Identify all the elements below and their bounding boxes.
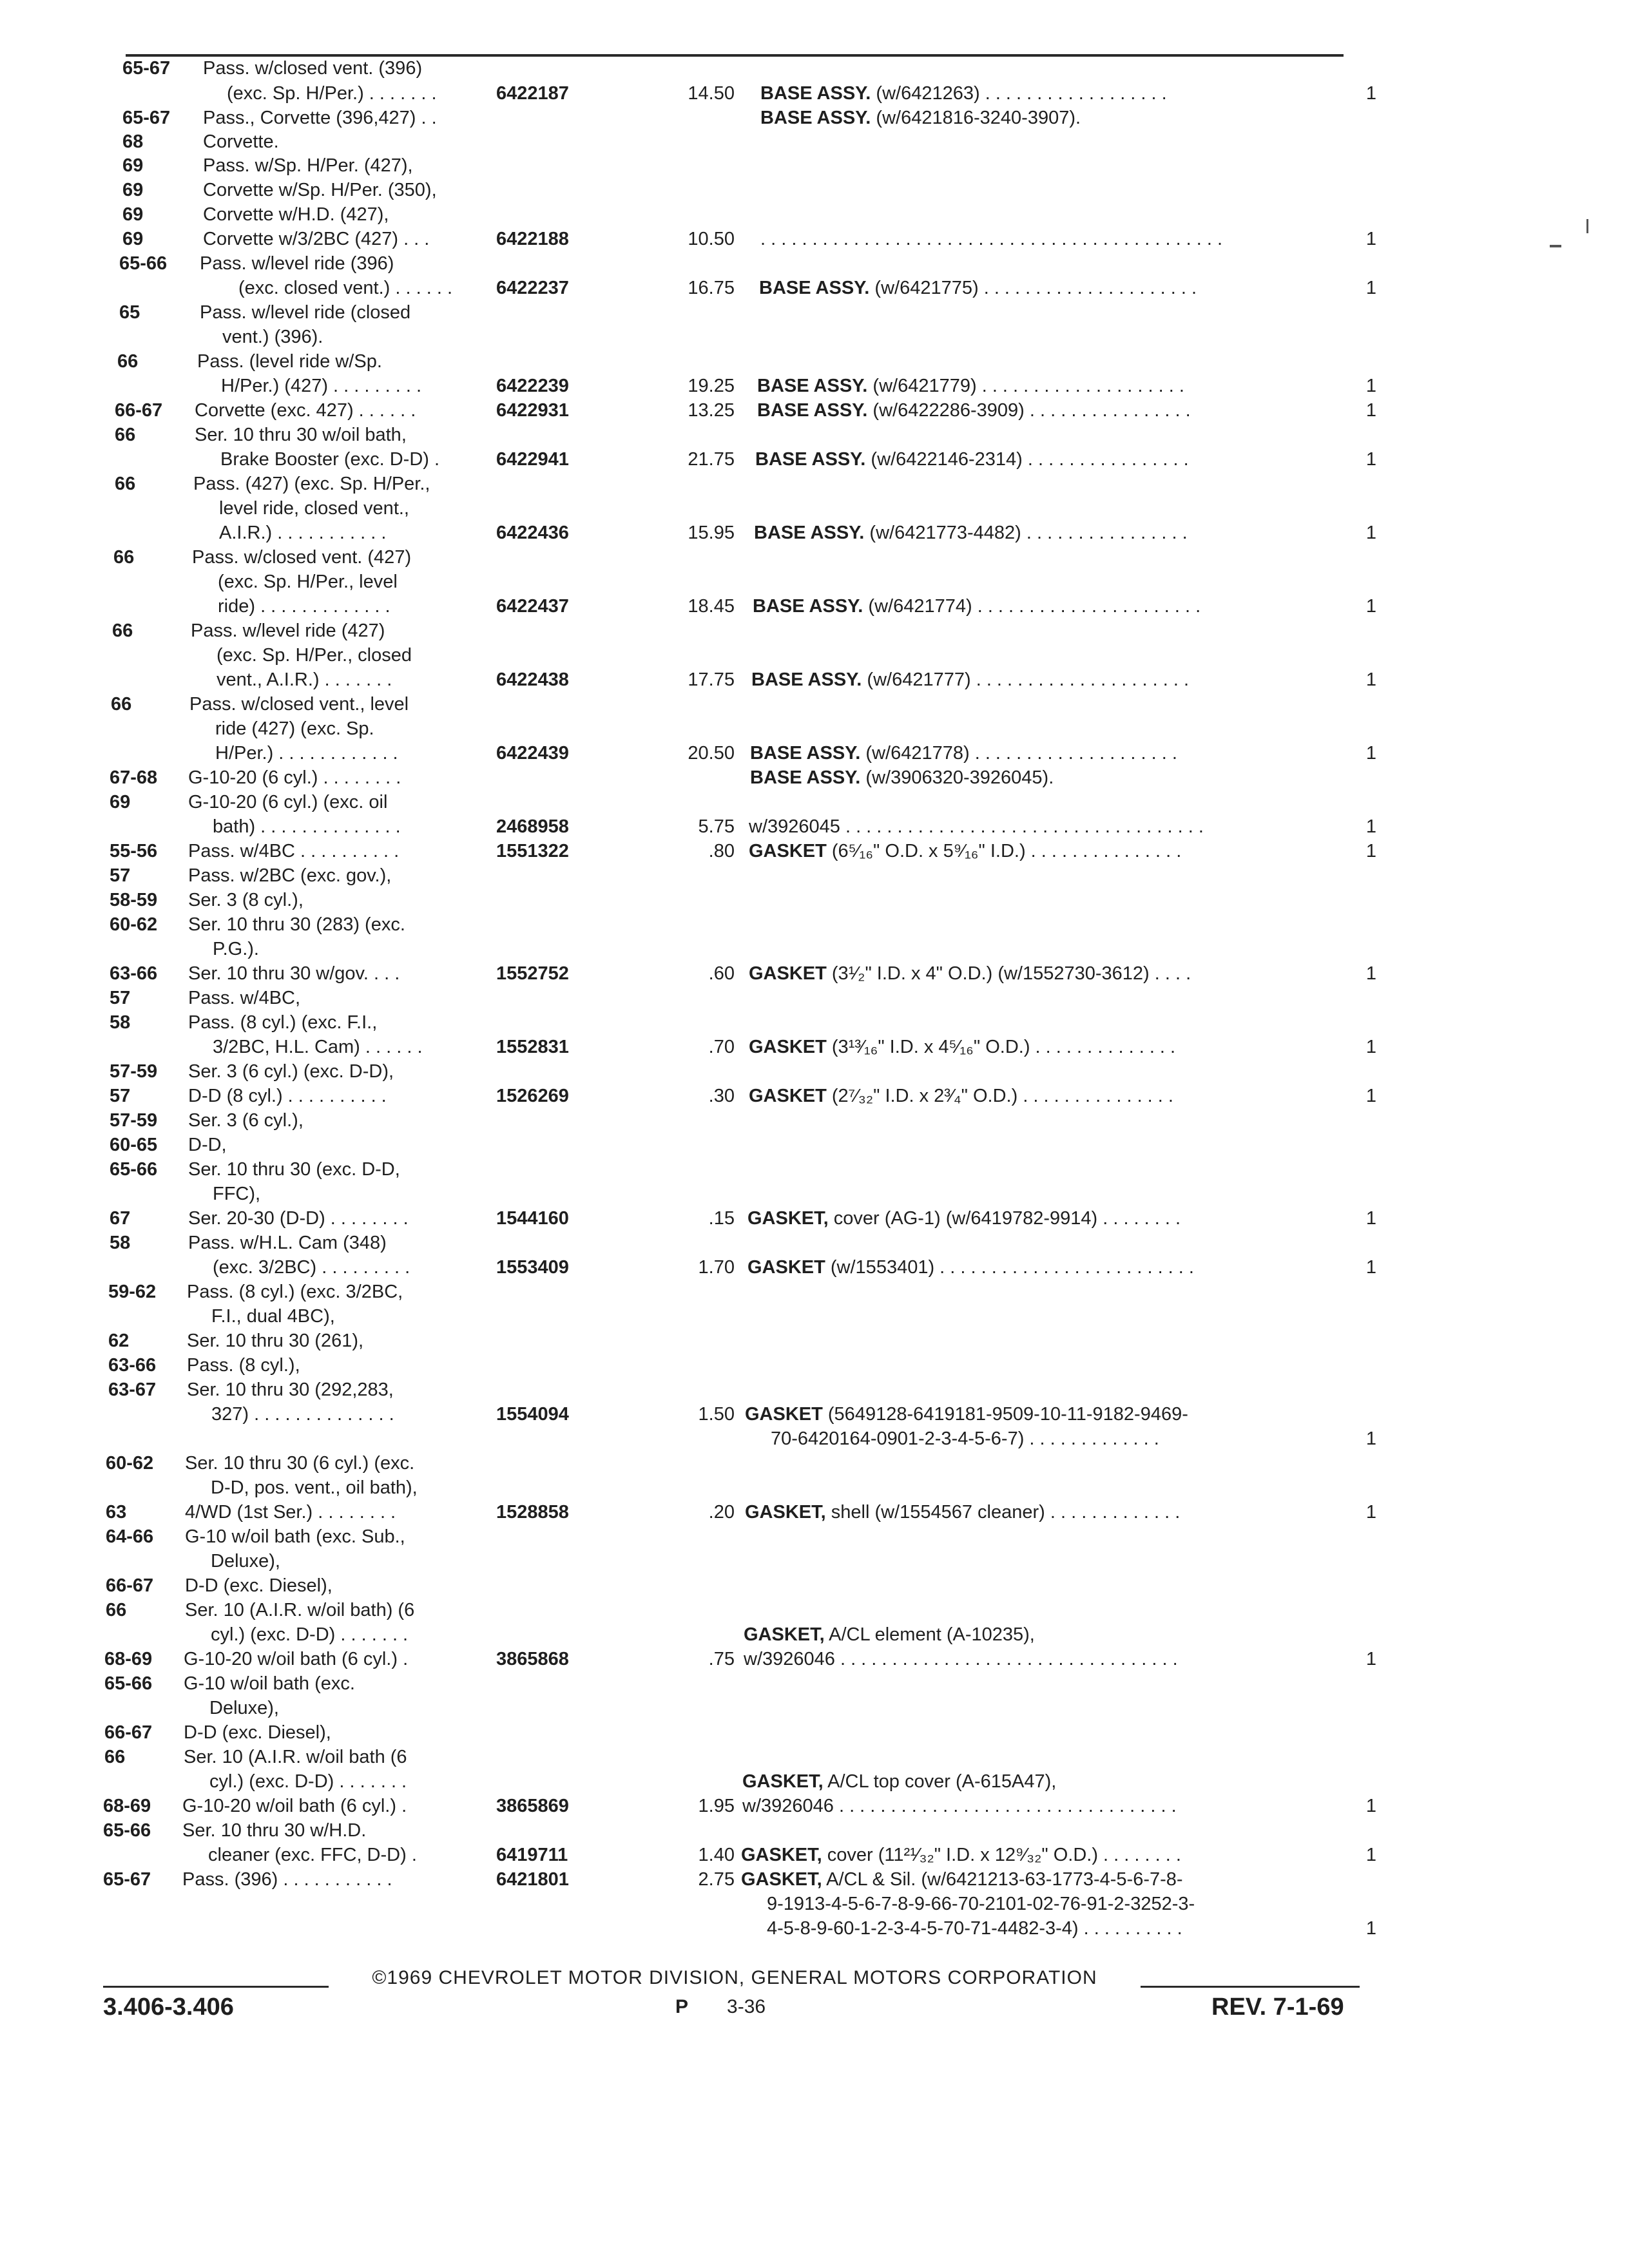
list-price: 14.50 <box>688 83 735 104</box>
part-name-entry <box>767 1916 1182 1941</box>
model-year: 57-59 <box>110 1061 158 1082</box>
part-number: 6422239 <box>496 376 569 396</box>
application-description: (exc. 3/2BC) . . . . . . . . . <box>213 1257 410 1278</box>
application-description: Ser. 10 thru 30 w/oil bath, <box>195 425 407 445</box>
application-description: cleaner (exc. FFC, D-D) . <box>208 1845 417 1865</box>
model-year: 66 <box>115 425 136 445</box>
list-price: 15.95 <box>688 523 735 543</box>
list-price: 1.50 <box>698 1404 735 1425</box>
application-description: Pass. w/2BC (exc. gov.), <box>188 865 392 886</box>
part-number: 6422439 <box>496 743 569 764</box>
part-name-entry <box>754 520 1188 546</box>
quantity: 1 <box>1365 743 1377 764</box>
application-description: Pass. w/Sp. H/Per. (427), <box>203 155 413 176</box>
quantity: 1 <box>1365 83 1377 104</box>
application-description: Ser. 10 thru 30 (6 cyl.) (exc. <box>185 1453 415 1474</box>
part-detail: w/3926046 . . . . . . . . . . . . . . . . . . . . . . . . . . . . . . . . . <box>744 1649 1178 1669</box>
model-year: 63-66 <box>110 963 158 984</box>
section-number: 3.406-3.406 <box>103 1994 234 2021</box>
application-description: Ser. 3 (6 cyl.) (exc. D-D), <box>188 1061 394 1082</box>
application-description: H/Per.) . . . . . . . . . . . . <box>215 743 398 764</box>
application-description: A.I.R.) . . . . . . . . . . . <box>219 523 387 543</box>
list-price: .30 <box>708 1086 735 1106</box>
application-description: Ser. 10 thru 30 (283) (exc. <box>188 914 405 935</box>
part-detail: (w/6421777) . . . . . . . . . . . . . . . . . . . . . <box>862 669 1190 690</box>
list-price: .80 <box>708 841 735 861</box>
model-year: 57-59 <box>110 1110 158 1131</box>
model-year: 58 <box>110 1012 131 1033</box>
application-description: G-10-20 w/oil bath (6 cyl.) . <box>184 1649 409 1669</box>
model-year: 65-66 <box>119 253 168 274</box>
part-detail: . . . . . . . . . . . . . . . . . . . . . . . . . . . . . . . . . . . . . . . . . . . . . <box>760 229 1223 249</box>
part-name-entry <box>744 1646 1178 1672</box>
part-detail: A/CL element (A-10235), <box>824 1624 1035 1645</box>
part-name-entry <box>760 81 1167 106</box>
model-year: 60-65 <box>110 1135 158 1155</box>
part-detail: (3¹³⁄₁₆" I.D. x 4⁵⁄₁₆" O.D.) . . . . . . . . . . . . . . <box>826 1037 1176 1057</box>
part-number: 6422941 <box>496 449 569 470</box>
application-description: Ser. 10 thru 30 (exc. D-D, <box>188 1159 400 1180</box>
quantity: 1 <box>1365 963 1377 984</box>
part-number: 1553409 <box>496 1257 569 1278</box>
model-year: 69 <box>122 204 144 225</box>
part-detail: (w/6422286-3909) . . . . . . . . . . . . . . . . <box>867 400 1191 421</box>
part-number: 6421801 <box>496 1869 569 1890</box>
part-name-entry <box>750 765 1054 791</box>
part-number: 2468958 <box>496 816 569 837</box>
application-description: G-10-20 w/oil bath (6 cyl.) . <box>182 1796 407 1816</box>
part-name: GASKET, <box>747 1208 829 1229</box>
application-description: bath) . . . . . . . . . . . . . . <box>213 816 401 837</box>
part-detail: cover (AG-1) (w/6419782-9914) . . . . . . . . <box>828 1208 1181 1229</box>
application-description: F.I., dual 4BC), <box>211 1306 335 1327</box>
part-name-entry <box>760 105 1081 131</box>
scan-mark <box>1550 245 1561 247</box>
part-number: 1528858 <box>496 1502 569 1523</box>
part-name-entry <box>742 1793 1177 1819</box>
application-description: cyl.) (exc. D-D) . . . . . . . <box>211 1624 409 1645</box>
model-year: 68-69 <box>104 1649 153 1669</box>
part-number: 1544160 <box>496 1208 569 1229</box>
part-detail: (w/6421263) . . . . . . . . . . . . . . . . . . <box>871 83 1167 104</box>
part-detail: (2⁷⁄₃₂" I.D. x 2³⁄₄" O.D.) . . . . . . . . . . . . . . . <box>826 1086 1173 1106</box>
part-number: 6422931 <box>496 400 569 421</box>
quantity: 1 <box>1365 1845 1377 1865</box>
part-name: BASE ASSY. <box>751 669 862 690</box>
list-price: .60 <box>708 963 735 984</box>
model-year: 66-67 <box>104 1722 153 1743</box>
application-description: (exc. Sp. H/Per., closed <box>217 645 412 666</box>
application-description: Deluxe), <box>209 1698 279 1718</box>
application-description: Ser. 10 thru 30 (261), <box>187 1331 364 1351</box>
part-name: GASKET <box>749 963 827 984</box>
part-name-entry <box>767 1891 1195 1917</box>
model-year: 69 <box>110 792 131 812</box>
part-detail: w/3926045 . . . . . . . . . . . . . . . . . . . . . . . . . . . . . . . . . . . <box>749 816 1204 837</box>
quantity: 1 <box>1365 596 1377 617</box>
part-number: 3865869 <box>496 1796 569 1816</box>
part-name: BASE ASSY. <box>759 278 870 298</box>
part-detail: 9-1913-4-5-6-7-8-9-66-70-2101-02-76-91-2-3252-3- <box>767 1894 1195 1914</box>
part-detail: (w/6421775) . . . . . . . . . . . . . . . . . . . . . <box>869 278 1197 298</box>
part-detail: (w/6421778) . . . . . . . . . . . . . . . . . . . . <box>860 743 1177 764</box>
application-description: H/Per.) (427) . . . . . . . . . <box>221 376 422 396</box>
model-year: 55-56 <box>110 841 158 861</box>
model-year: 65-66 <box>103 1820 151 1841</box>
part-detail: (w/6421779) . . . . . . . . . . . . . . . . . . . . <box>867 376 1184 396</box>
page-number: 3-36 <box>727 1996 766 2017</box>
application-description: Corvette. <box>203 131 279 152</box>
part-detail: A/CL & Sil. (w/6421213-63-1773-4-5-6-7-8- <box>822 1869 1183 1890</box>
list-price: 21.75 <box>688 449 735 470</box>
application-description: level ride, closed vent., <box>219 498 409 519</box>
model-year: 58 <box>110 1233 131 1253</box>
application-description: Pass. w/closed vent. (396) <box>203 58 423 79</box>
part-name-entry <box>741 1867 1183 1892</box>
application-description: ride) . . . . . . . . . . . . . <box>218 596 390 617</box>
list-price: 1.70 <box>698 1257 735 1278</box>
application-description: Pass. (8 cyl.), <box>187 1355 300 1376</box>
part-name: GASKET, <box>742 1771 824 1792</box>
part-name-entry <box>755 447 1189 472</box>
model-year: 57 <box>110 865 131 886</box>
application-description: Ser. 3 (6 cyl.), <box>188 1110 304 1131</box>
part-name-entry <box>757 398 1191 423</box>
model-year: 67-68 <box>110 767 158 788</box>
list-price: 20.50 <box>688 743 735 764</box>
part-detail: (5649128-6419181-9509-10-11-9182-9469- <box>822 1404 1188 1425</box>
part-name-entry <box>753 593 1200 619</box>
quantity: 1 <box>1365 449 1377 470</box>
part-name: GASKET, <box>741 1845 822 1865</box>
application-description: Pass. w/4BC . . . . . . . . . . <box>188 841 400 861</box>
model-year: 66 <box>111 694 132 715</box>
application-description: Ser. 10 (A.I.R. w/oil bath) (6 <box>185 1600 415 1620</box>
list-price: .15 <box>708 1208 735 1229</box>
part-number: 6422437 <box>496 596 569 617</box>
model-year: 67 <box>110 1208 131 1229</box>
part-number: 1551322 <box>496 841 569 861</box>
list-price: 16.75 <box>688 278 735 298</box>
application-description: Ser. 3 (8 cyl.), <box>188 890 304 910</box>
application-description: 4/WD (1st Ser.) . . . . . . . . <box>185 1502 396 1523</box>
application-description: P.G.). <box>213 939 259 959</box>
part-name-entry <box>759 275 1197 301</box>
application-description: Pass. w/level ride (closed <box>200 302 411 323</box>
application-description: Pass. (level ride w/Sp. <box>197 351 382 372</box>
part-detail: (w/6421774) . . . . . . . . . . . . . . . . . . . . . . <box>863 596 1201 617</box>
part-name: GASKET <box>749 1037 827 1057</box>
model-year: 63-67 <box>108 1379 157 1400</box>
model-year: 66 <box>115 474 136 494</box>
list-price: 10.50 <box>688 229 735 249</box>
part-name-entry <box>749 1083 1173 1109</box>
model-year: 65 <box>119 302 140 323</box>
part-detail: cover (11²¹⁄₃₂" I.D. x 12⁹⁄₃₂" O.D.) . . . . . . . . <box>822 1845 1181 1865</box>
part-number: 6422237 <box>496 278 569 298</box>
part-name-entry <box>760 226 1222 252</box>
model-year: 63-66 <box>108 1355 157 1376</box>
part-name: BASE ASSY. <box>754 523 865 543</box>
list-price: 1.95 <box>698 1796 735 1816</box>
part-name-entry <box>741 1842 1181 1868</box>
quantity: 1 <box>1365 523 1377 543</box>
model-year: 66 <box>104 1747 126 1767</box>
model-year: 69 <box>122 180 144 200</box>
part-number: 6422187 <box>496 83 569 104</box>
application-description: D-D (8 cyl.) . . . . . . . . . . <box>188 1086 387 1106</box>
part-name-entry <box>749 838 1181 864</box>
part-detail: (w/6421773-4482) . . . . . . . . . . . . . . . . <box>864 523 1188 543</box>
model-year: 58-59 <box>110 890 158 910</box>
part-number: 6422436 <box>496 523 569 543</box>
page-letter: P <box>675 1996 689 2017</box>
part-detail: (w/3906320-3926045). <box>860 767 1054 788</box>
model-year: 66-67 <box>106 1575 154 1596</box>
application-description: Pass., Corvette (396,427) . . <box>203 108 437 128</box>
application-description: D-D (exc. Diesel), <box>184 1722 331 1743</box>
part-detail: A/CL top cover (A-615A47), <box>823 1771 1057 1792</box>
quantity: 1 <box>1365 1428 1377 1449</box>
application-description: Pass. w/level ride (427) <box>191 620 385 641</box>
list-price: 1.40 <box>698 1845 735 1865</box>
part-name-entry <box>771 1426 1159 1452</box>
model-year: 65-66 <box>110 1159 158 1180</box>
application-description: cyl.) (exc. D-D) . . . . . . . <box>209 1771 407 1792</box>
part-name-entry <box>745 1401 1188 1427</box>
part-name: BASE ASSY. <box>755 449 866 470</box>
quantity: 1 <box>1365 400 1377 421</box>
part-number: 1526269 <box>496 1086 569 1106</box>
footer-rule-right <box>1141 1986 1360 1988</box>
part-detail: shell (w/1554567 cleaner) . . . . . . . . . . . . . <box>825 1502 1181 1523</box>
copyright-notice: ©1969 CHEVROLET MOTOR DIVISION, GENERAL MOTORS CORPORATION <box>372 1967 1097 1988</box>
part-name: BASE ASSY. <box>753 596 863 617</box>
part-name-entry <box>749 814 1204 840</box>
application-description: Ser. 10 thru 30 w/H.D. <box>182 1820 367 1841</box>
model-year: 69 <box>122 229 144 249</box>
application-description: Corvette (exc. 427) . . . . . . <box>195 400 416 421</box>
model-year: 57 <box>110 1086 131 1106</box>
quantity: 1 <box>1365 229 1377 249</box>
model-year: 66 <box>112 620 133 641</box>
list-price: .70 <box>708 1037 735 1057</box>
model-year: 59-62 <box>108 1282 157 1302</box>
part-number: 6419711 <box>496 1845 568 1865</box>
list-price: 19.25 <box>688 376 735 396</box>
part-name: BASE ASSY. <box>750 743 861 764</box>
model-year: 66 <box>117 351 139 372</box>
model-year: 65-66 <box>104 1673 153 1694</box>
application-description: G-10 w/oil bath (exc. <box>184 1673 355 1694</box>
part-name-entry <box>750 740 1177 766</box>
part-number: 6422188 <box>496 229 569 249</box>
model-year: 69 <box>122 155 144 176</box>
application-description: G-10 w/oil bath (exc. Sub., <box>185 1526 405 1547</box>
part-name: GASKET <box>749 1086 827 1106</box>
quantity: 1 <box>1365 1257 1377 1278</box>
application-description: vent.) (396). <box>222 327 323 347</box>
model-year: 65-67 <box>122 108 171 128</box>
application-description: Brake Booster (exc. D-D) . <box>220 449 440 470</box>
list-price: 18.45 <box>688 596 735 617</box>
model-year: 57 <box>110 988 131 1008</box>
revision-date: REV. 7-1-69 <box>1211 1994 1344 2021</box>
part-detail: w/3926046 . . . . . . . . . . . . . . . . . . . . . . . . . . . . . . . . . <box>742 1796 1177 1816</box>
model-year: 60-62 <box>106 1453 154 1474</box>
part-name: GASKET, <box>745 1502 826 1523</box>
quantity: 1 <box>1365 1208 1377 1229</box>
application-description: Ser. 10 (A.I.R. w/oil bath (6 <box>184 1747 407 1767</box>
part-name: GASKET, <box>741 1869 822 1890</box>
application-description: (exc. Sp. H/Per., level <box>218 572 398 592</box>
application-description: Ser. 10 thru 30 w/gov. . . . <box>188 963 400 984</box>
model-year: 66 <box>113 547 135 568</box>
application-description: 327) . . . . . . . . . . . . . . <box>211 1404 394 1425</box>
part-number: 1554094 <box>496 1404 569 1425</box>
part-detail: 70-6420164-0901-2-3-4-5-6-7) . . . . . . . . . . . . . <box>771 1428 1159 1449</box>
list-price: .75 <box>708 1649 735 1669</box>
part-name: GASKET <box>745 1404 823 1425</box>
part-name: GASKET <box>747 1257 825 1278</box>
list-price: .20 <box>708 1502 735 1523</box>
model-year: 66-67 <box>115 400 163 421</box>
application-description: G-10-20 (6 cyl.) . . . . . . . . <box>188 767 401 788</box>
quantity: 1 <box>1365 278 1377 298</box>
application-description: (exc. closed vent.) . . . . . . <box>238 278 452 298</box>
page-reference <box>675 1996 766 2018</box>
application-description: ride (427) (exc. Sp. <box>215 718 374 739</box>
part-name-entry <box>757 373 1184 399</box>
part-detail: (w/6422146-2314) . . . . . . . . . . . . . . . . <box>865 449 1189 470</box>
application-description: Corvette w/H.D. (427), <box>203 204 389 225</box>
application-description: Corvette w/Sp. H/Per. (350), <box>203 180 437 200</box>
part-name: GASKET, <box>744 1624 825 1645</box>
quantity: 1 <box>1365 1502 1377 1523</box>
model-year: 66 <box>106 1600 127 1620</box>
model-year: 64-66 <box>106 1526 154 1547</box>
application-description: Pass. (427) (exc. Sp. H/Per., <box>193 474 430 494</box>
part-name: BASE ASSY. <box>760 108 871 128</box>
application-description: D-D, <box>188 1135 227 1155</box>
application-description: FFC), <box>213 1184 261 1204</box>
part-name: BASE ASSY. <box>750 767 861 788</box>
part-name: GASKET <box>749 841 827 861</box>
application-description: Pass. w/H.L. Cam (348) <box>188 1233 387 1253</box>
list-price: 13.25 <box>688 400 735 421</box>
part-name-entry <box>747 1206 1181 1231</box>
application-description: Pass. (396) . . . . . . . . . . . <box>182 1869 392 1890</box>
application-description: vent., A.I.R.) . . . . . . . <box>217 669 392 690</box>
application-description: Pass. w/closed vent. (427) <box>192 547 412 568</box>
application-description: G-10-20 (6 cyl.) (exc. oil <box>188 792 388 812</box>
model-year: 60-62 <box>110 914 158 935</box>
quantity: 1 <box>1365 669 1377 690</box>
application-description: Pass. (8 cyl.) (exc. 3/2BC, <box>187 1282 403 1302</box>
application-description: Deluxe), <box>211 1551 280 1571</box>
part-name-entry <box>749 1034 1175 1060</box>
application-description: D-D, pos. vent., oil bath), <box>211 1477 418 1498</box>
part-detail: (6⁵⁄₁₆" O.D. x 5⁹⁄₁₆" I.D.) . . . . . . . . . . . . . . . <box>826 841 1182 861</box>
part-name-entry <box>744 1622 1035 1648</box>
quantity: 1 <box>1365 1037 1377 1057</box>
quantity: 1 <box>1365 1796 1377 1816</box>
model-year: 63 <box>106 1502 127 1523</box>
quantity: 1 <box>1365 816 1377 837</box>
model-year: 65-67 <box>122 58 171 79</box>
quantity: 1 <box>1365 1086 1377 1106</box>
model-year: 68-69 <box>103 1796 151 1816</box>
application-description: Ser. 10 thru 30 (292,283, <box>187 1379 394 1400</box>
part-name: BASE ASSY. <box>757 376 868 396</box>
quantity: 1 <box>1365 1649 1377 1669</box>
list-price: 5.75 <box>698 816 735 837</box>
part-name: BASE ASSY. <box>760 83 871 104</box>
application-description: Pass. w/closed vent., level <box>189 694 409 715</box>
model-year: 65-67 <box>103 1869 151 1890</box>
part-name: BASE ASSY. <box>757 400 868 421</box>
part-detail: (w/6421816-3240-3907). <box>871 108 1081 128</box>
part-detail: (w/1553401) . . . . . . . . . . . . . . . . . . . . . . . . . <box>825 1257 1194 1278</box>
model-year: 62 <box>108 1331 130 1351</box>
footer-rule-left <box>103 1986 329 1988</box>
quantity: 1 <box>1365 1918 1377 1939</box>
scan-mark <box>1586 219 1588 233</box>
list-price: 17.75 <box>688 669 735 690</box>
application-description: 3/2BC, H.L. Cam) . . . . . . <box>213 1037 423 1057</box>
application-description: Ser. 20-30 (D-D) . . . . . . . . <box>188 1208 409 1229</box>
part-detail: (3¹⁄₂" I.D. x 4" O.D.) (w/1552730-3612) . . . . <box>826 963 1191 984</box>
application-description: Pass. w/4BC, <box>188 988 301 1008</box>
part-name-entry <box>742 1769 1056 1794</box>
part-number: 1552831 <box>496 1037 569 1057</box>
part-number: 1552752 <box>496 963 569 984</box>
quantity: 1 <box>1365 841 1377 861</box>
model-year: 68 <box>122 131 144 152</box>
part-number: 6422438 <box>496 669 569 690</box>
application-description: D-D (exc. Diesel), <box>185 1575 333 1596</box>
part-detail: 4-5-8-9-60-1-2-3-4-5-70-71-4482-3-4) . . . . . . . . . . <box>767 1918 1182 1939</box>
part-name-entry <box>745 1499 1180 1525</box>
application-description: (exc. Sp. H/Per.) . . . . . . . <box>227 83 437 104</box>
application-description: Pass. w/level ride (396) <box>200 253 394 274</box>
application-description: Pass. (8 cyl.) (exc. F.I., <box>188 1012 378 1033</box>
part-number: 3865868 <box>496 1649 569 1669</box>
part-name-entry <box>751 667 1189 693</box>
application-description: Corvette w/3/2BC (427) . . . <box>203 229 430 249</box>
part-name-entry <box>749 961 1191 986</box>
part-name-entry <box>747 1254 1194 1280</box>
quantity: 1 <box>1365 376 1377 396</box>
list-price: 2.75 <box>698 1869 735 1890</box>
